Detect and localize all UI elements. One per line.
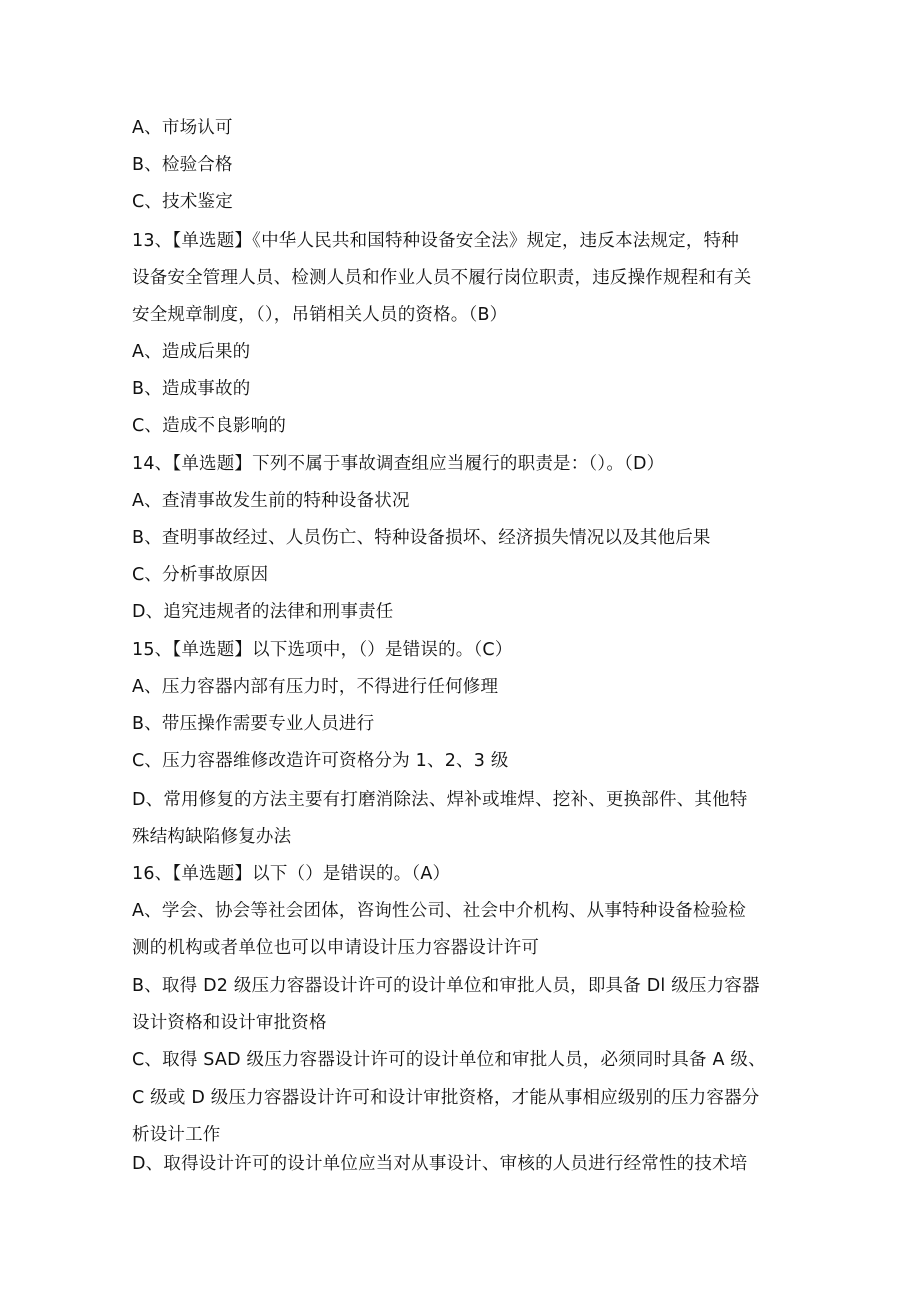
option-12c: C、技术鉴定 — [132, 192, 233, 212]
option-15b: B、带压操作需要专业人员进行 — [132, 714, 375, 734]
option-14b: B、查明事故经过、人员伤亡、特种设备损坏、经济损失情况以及其他后果 — [132, 528, 711, 548]
option-14d: D、追究违规者的法律和刑事责任 — [132, 602, 394, 622]
option-16a-line-1: A、学会、协会等社会团体，咨询性公司、社会中介机构、从事特种设备检验检 — [132, 901, 746, 921]
option-13b: B、造成事故的 — [132, 379, 251, 399]
option-13c: C、造成不良影响的 — [132, 416, 287, 436]
question-16: 16、【单选题】以下（）是错误的。（A） — [132, 864, 451, 884]
question-14: 14、【单选题】下列不属于事故调查组应当履行的职责是：（）。（D） — [132, 454, 665, 474]
option-16b-line-1: B、取得 D2 级压力容器设计许可的设计单位和审批人员，即具备 Dl 级压力容器 — [132, 976, 760, 996]
option-16c-line-3: 析设计工作 — [132, 1125, 221, 1145]
option-14a: A、查清事故发生前的特种设备状况 — [132, 491, 410, 511]
option-15d-line-1: D、常用修复的方法主要有打磨消除法、焊补或堆焊、挖补、更换部件、其他特 — [132, 790, 748, 810]
option-15a: A、压力容器内部有压力时，不得进行任何修理 — [132, 677, 499, 697]
option-16b-line-2: 设计资格和设计审批资格 — [132, 1013, 327, 1033]
question-15: 15、【单选题】以下选项中，（）是错误的。（C） — [132, 640, 513, 660]
option-13a: A、造成后果的 — [132, 342, 251, 362]
option-12b: B、检验合格 — [132, 155, 233, 175]
option-15c: C、压力容器维修改造许可资格分为 1、2、3 级 — [132, 751, 509, 771]
option-16c-line-1: C、取得 SAD 级压力容器设计许可的设计单位和审批人员，必须同时具备 A 级、 — [132, 1050, 766, 1070]
option-12a: A、市场认可 — [132, 118, 233, 138]
question-13-line-2: 设备安全管理人员、检测人员和作业人员不履行岗位职责，违反操作规程和有关 — [132, 268, 752, 288]
option-15d-line-2: 殊结构缺陷修复办法 — [132, 827, 292, 847]
question-13-line-3: 安全规章制度，（），吊销相关人员的资格。（B） — [132, 305, 508, 325]
option-16d-line-1: D、取得设计许可的设计单位应当对从事设计、审核的人员进行经常性的技术培 — [132, 1154, 748, 1174]
option-16c-line-2: C 级或 D 级压力容器设计许可和设计审批资格，才能从事相应级别的压力容器分 — [132, 1088, 760, 1108]
question-13-line-1: 13、【单选题】《中华人民共和国特种设备安全法》规定，违反本法规定，特种 — [132, 231, 739, 251]
option-14c: C、分析事故原因 — [132, 565, 269, 585]
option-16a-line-2: 测的机构或者单位也可以申请设计压力容器设计许可 — [132, 938, 540, 958]
